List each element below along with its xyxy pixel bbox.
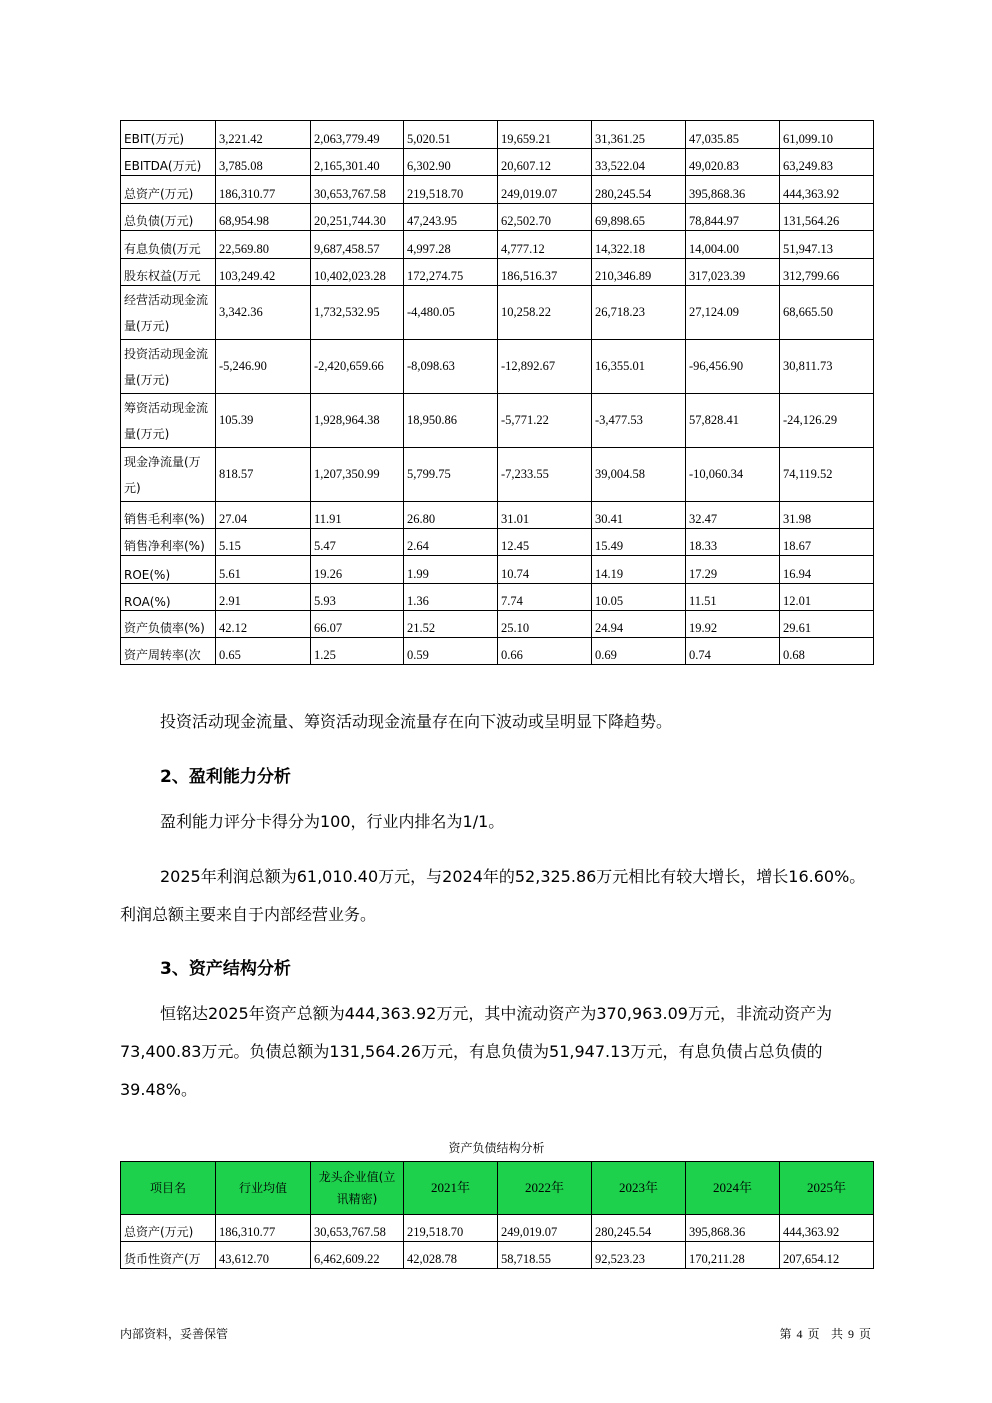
table-cell: 47,035.85 [686, 121, 780, 149]
footer-page-number [779, 1325, 871, 1342]
row-label: ROA(%) [121, 584, 216, 611]
table-cell: -12,892.67 [498, 340, 592, 394]
table-cell: 27.04 [216, 502, 311, 529]
table-cell: 1,207,350.99 [311, 448, 404, 502]
cashflow-note: 投资活动现金流量、筹资活动现金流量存在向下波动或呈明显下降趋势。 [160, 712, 673, 731]
row-label: ROE(%) [121, 556, 216, 584]
table-cell: 39,004.58 [592, 448, 686, 502]
table-cell: 9,687,458.57 [311, 231, 404, 259]
table-cell: 68,665.50 [780, 286, 874, 340]
table-cell: 78,844.97 [686, 204, 780, 231]
table-cell: 5.15 [216, 529, 311, 556]
table-cell: 68,954.98 [216, 204, 311, 231]
table-cell: 58,718.55 [498, 1242, 592, 1269]
column-header: 2025年 [780, 1162, 874, 1215]
table-cell: -5,246.90 [216, 340, 311, 394]
table-cell: 6,462,609.22 [311, 1242, 404, 1269]
table-cell: 16,355.01 [592, 340, 686, 394]
column-header: 2023年 [592, 1162, 686, 1215]
table-caption: 资产负债结构分析 [448, 1141, 545, 1155]
table-cell: 186,310.77 [216, 176, 311, 204]
table-cell: 19,659.21 [498, 121, 592, 149]
table-cell: 5.47 [311, 529, 404, 556]
table-cell: 444,363.92 [780, 1215, 874, 1242]
table-cell: 16.94 [780, 556, 874, 584]
table-cell: -10,060.34 [686, 448, 780, 502]
table-row [121, 1215, 874, 1242]
table-cell: 186,516.37 [498, 259, 592, 286]
table-cell: 30,653,767.58 [311, 1215, 404, 1242]
table-cell: 20,251,744.30 [311, 204, 404, 231]
table-cell: 22,569.80 [216, 231, 311, 259]
table-cell: 317,023.39 [686, 259, 780, 286]
table-row [121, 149, 874, 176]
table-row [121, 556, 874, 584]
table-cell: -7,233.55 [498, 448, 592, 502]
table-cell: 219,518.70 [404, 176, 498, 204]
table-cell: 2.91 [216, 584, 311, 611]
table-cell: 63,249.83 [780, 149, 874, 176]
table-cell: 30.41 [592, 502, 686, 529]
table-cell: -4,480.05 [404, 286, 498, 340]
table-cell: 4,997.28 [404, 231, 498, 259]
table-row [121, 529, 874, 556]
table-cell: 10,402,023.28 [311, 259, 404, 286]
table-cell: 18.67 [780, 529, 874, 556]
table-cell: 249,019.07 [498, 1215, 592, 1242]
row-label: 筹资活动现金流量(万元) [121, 394, 216, 448]
table-cell: 3,785.08 [216, 149, 311, 176]
table-cell: 33,522.04 [592, 149, 686, 176]
column-header: 2024年 [686, 1162, 780, 1215]
table-cell: -2,420,659.66 [311, 340, 404, 394]
table-cell: 92,523.23 [592, 1242, 686, 1269]
table-cell: 31.98 [780, 502, 874, 529]
table-cell: 14.19 [592, 556, 686, 584]
table-cell: 66.07 [311, 611, 404, 638]
table-cell: 395,868.36 [686, 1215, 780, 1242]
table-cell: 5.93 [311, 584, 404, 611]
total-unit: 页 [858, 1327, 871, 1341]
table-cell: 61,099.10 [780, 121, 874, 149]
footer-confidential: 内部资料，妥善保管 [120, 1327, 229, 1341]
table-cell: 24.94 [592, 611, 686, 638]
table-cell: 219,518.70 [404, 1215, 498, 1242]
table-cell: 1,732,532.95 [311, 286, 404, 340]
total-pages: 9 [847, 1327, 854, 1341]
table-cell: 0.68 [780, 638, 874, 665]
row-label: 货币性资产(万 [121, 1242, 216, 1269]
financial-indicators-table [120, 120, 874, 665]
table-cell: 11.91 [311, 502, 404, 529]
table-row [121, 502, 874, 529]
row-label: EBIT(万元) [121, 121, 216, 149]
table-cell: 0.65 [216, 638, 311, 665]
table-cell: 818.57 [216, 448, 311, 502]
table-cell: 7.74 [498, 584, 592, 611]
column-header: 龙头企业值(立讯精密) [311, 1162, 404, 1215]
table-cell: 10,258.22 [498, 286, 592, 340]
table-cell: 25.10 [498, 611, 592, 638]
row-label: 销售毛利率(%) [121, 502, 216, 529]
table-row [121, 121, 874, 149]
page-number: 4 [796, 1327, 803, 1341]
row-label: 现金净流量(万元) [121, 448, 216, 502]
row-label: 股东权益(万元 [121, 259, 216, 286]
page-prefix: 第 [779, 1327, 792, 1341]
row-label: 资产周转率(次 [121, 638, 216, 665]
table-cell: 186,310.77 [216, 1215, 311, 1242]
table-cell: 131,564.26 [780, 204, 874, 231]
table-row [121, 340, 874, 394]
table-cell: 18,950.86 [404, 394, 498, 448]
table-cell: 14,322.18 [592, 231, 686, 259]
table-cell: -8,098.63 [404, 340, 498, 394]
table-cell: 5,020.51 [404, 121, 498, 149]
table-cell: 26,718.23 [592, 286, 686, 340]
table-cell: 1.25 [311, 638, 404, 665]
table-cell: 280,245.54 [592, 1215, 686, 1242]
table-cell: 103,249.42 [216, 259, 311, 286]
table-row [121, 286, 874, 340]
table-cell: 27,124.09 [686, 286, 780, 340]
table-cell: 3,221.42 [216, 121, 311, 149]
table-cell: 21.52 [404, 611, 498, 638]
column-header: 2021年 [404, 1162, 498, 1215]
row-label: 经营活动现金流量(万元) [121, 286, 216, 340]
row-label: 投资活动现金流量(万元) [121, 340, 216, 394]
table-cell: 0.59 [404, 638, 498, 665]
table-row [121, 448, 874, 502]
table-row [121, 259, 874, 286]
table-cell: 42,028.78 [404, 1242, 498, 1269]
column-header: 2022年 [498, 1162, 592, 1215]
table-cell: 31,361.25 [592, 121, 686, 149]
table-row [121, 394, 874, 448]
table-cell: 2,165,301.40 [311, 149, 404, 176]
table-cell: 170,211.28 [686, 1242, 780, 1269]
table-cell: 1.99 [404, 556, 498, 584]
table-cell: 5.61 [216, 556, 311, 584]
table-cell: -24,126.29 [780, 394, 874, 448]
table-cell: 5,799.75 [404, 448, 498, 502]
table-cell: 29.61 [780, 611, 874, 638]
row-label: 总资产(万元) [121, 176, 216, 204]
table-cell: 19.92 [686, 611, 780, 638]
table-cell: -3,477.53 [592, 394, 686, 448]
row-label: 有息负债(万元 [121, 231, 216, 259]
table-cell: 2.64 [404, 529, 498, 556]
table-cell: 3,342.36 [216, 286, 311, 340]
table-cell: 69,898.65 [592, 204, 686, 231]
asset-liability-structure-table [120, 1161, 874, 1269]
table-cell: 17.29 [686, 556, 780, 584]
table-row [121, 1242, 874, 1269]
table-cell: 47,243.95 [404, 204, 498, 231]
row-label: 销售净利率(%) [121, 529, 216, 556]
table-cell: 2,063,779.49 [311, 121, 404, 149]
table-cell: 0.66 [498, 638, 592, 665]
table-cell: 0.74 [686, 638, 780, 665]
table-cell: 172,274.75 [404, 259, 498, 286]
column-header: 项目名 [121, 1162, 216, 1215]
row-label: EBITDA(万元) [121, 149, 216, 176]
table-cell: 280,245.54 [592, 176, 686, 204]
table-cell: 6,302.90 [404, 149, 498, 176]
table-cell: 312,799.66 [780, 259, 874, 286]
table-cell: 30,653,767.58 [311, 176, 404, 204]
table-cell: 210,346.89 [592, 259, 686, 286]
table-cell: 51,947.13 [780, 231, 874, 259]
table-cell: 207,654.12 [780, 1242, 874, 1269]
table-cell: 62,502.70 [498, 204, 592, 231]
table-cell: 42.12 [216, 611, 311, 638]
asset-detail-paragraph: 恒铭达2025年资产总额为444,363.92万元，其中流动资产为370,963.09万元，非流动资产为73,400.83万元。负债总额为131,564.26万元，有息负债为51,947.13万元，有息负债占总负债的39.48%。 [120, 1004, 832, 1099]
table-cell: 11.51 [686, 584, 780, 611]
table-cell: 32.47 [686, 502, 780, 529]
table-row [121, 176, 874, 204]
table-cell: 105.39 [216, 394, 311, 448]
column-header: 行业均值 [216, 1162, 311, 1215]
profit-score-paragraph: 盈利能力评分卡得分为100，行业内排名为1/1。 [160, 812, 505, 831]
table-cell: 12.45 [498, 529, 592, 556]
table-row [121, 231, 874, 259]
table-row [121, 204, 874, 231]
table-cell: 43,612.70 [216, 1242, 311, 1269]
table-row [121, 638, 874, 665]
table-cell: 395,868.36 [686, 176, 780, 204]
table-row [121, 611, 874, 638]
table-cell: -5,771.22 [498, 394, 592, 448]
table-cell: 26.80 [404, 502, 498, 529]
heading-asset-structure: 3、资产结构分析 [160, 959, 291, 979]
table-cell: 444,363.92 [780, 176, 874, 204]
table-cell: 15.49 [592, 529, 686, 556]
table-cell: 0.69 [592, 638, 686, 665]
heading-profitability: 2、盈利能力分析 [160, 767, 291, 787]
table-cell: 20,607.12 [498, 149, 592, 176]
table-cell: 74,119.52 [780, 448, 874, 502]
table-cell: 57,828.41 [686, 394, 780, 448]
table-cell: 18.33 [686, 529, 780, 556]
table-cell: 31.01 [498, 502, 592, 529]
table-row [121, 584, 874, 611]
table-cell: 249,019.07 [498, 176, 592, 204]
page-unit: 页 [807, 1327, 820, 1341]
table-cell: 10.05 [592, 584, 686, 611]
table-cell: 10.74 [498, 556, 592, 584]
table-cell: 4,777.12 [498, 231, 592, 259]
table-cell: -96,456.90 [686, 340, 780, 394]
row-label: 总资产(万元) [121, 1215, 216, 1242]
table-cell: 14,004.00 [686, 231, 780, 259]
row-label: 资产负债率(%) [121, 611, 216, 638]
table-cell: 30,811.73 [780, 340, 874, 394]
table-cell: 1.36 [404, 584, 498, 611]
table-cell: 19.26 [311, 556, 404, 584]
total-prefix: 共 [830, 1327, 843, 1341]
table-cell: 1,928,964.38 [311, 394, 404, 448]
row-label: 总负债(万元) [121, 204, 216, 231]
profit-detail-paragraph: 2025年利润总额为61,010.40万元，与2024年的52,325.86万元相比有较大增长，增长16.60%。利润总额主要来自于内部经营业务。 [120, 867, 866, 924]
table-cell: 49,020.83 [686, 149, 780, 176]
table-cell: 12.01 [780, 584, 874, 611]
